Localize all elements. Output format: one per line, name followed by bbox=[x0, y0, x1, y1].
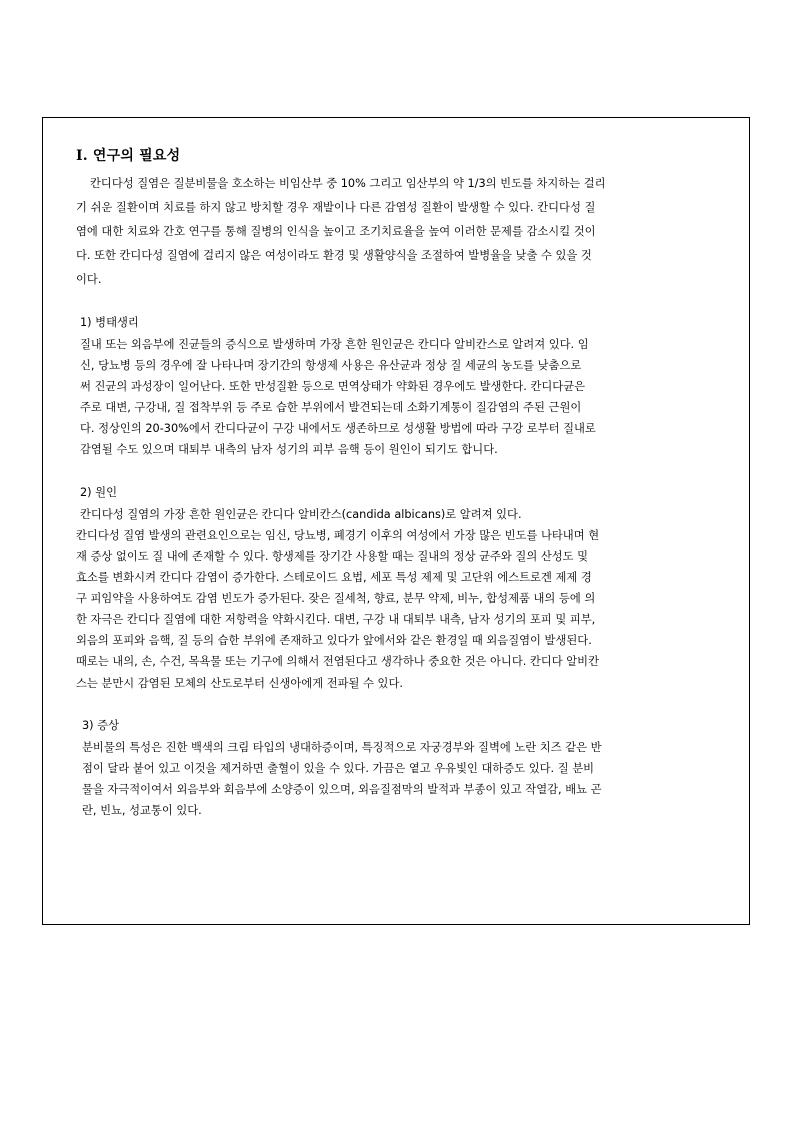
paragraph-line: 구 피임약을 사용하여도 감염 빈도가 증가된다. 잦은 질세척, 향료, 분무 약제, 비누, 합성제품 내의 등에 의 bbox=[76, 592, 596, 605]
paragraph-line: 스는 분만시 감염된 모체의 산도로부터 신생아에게 전파될 수 있다. bbox=[76, 677, 403, 690]
paragraph-line: 한 자극은 칸디다 질염에 대한 저항력을 약화시킨다. 대변, 구강 내 대퇴부 내측, 남자 성기의 포피 및 피부, bbox=[76, 613, 596, 626]
paragraph-line: 분비물의 특성은 진한 백색의 크림 타입의 냉대하증이며, 특징적으로 자궁경부와 질벽에 노란 치즈 같은 반 bbox=[82, 741, 602, 754]
paragraph-line: 감염될 수도 있으며 대퇴부 내측의 남자 성기의 피부 음핵 등이 원인이 되기도 합니다. bbox=[80, 443, 498, 456]
section-heading: I. 연구의 필요성 bbox=[76, 148, 181, 164]
subsection-title: 3) 증상 bbox=[82, 719, 120, 732]
intro-line: 염에 대한 치료와 간호 연구를 통해 질병의 인식을 높이고 조기치료율을 높여 이러한 문제를 감소시킬 것이 bbox=[76, 225, 596, 238]
subsection-title: 2) 원인 bbox=[80, 486, 118, 499]
paragraph-line: 신, 당뇨병 등의 경우에 잘 나타나며 장기간의 항생제 사용은 유산균과 정상 질 세균의 농도를 낮춤으로 bbox=[80, 359, 582, 372]
paragraph-line: 칸디다성 질염의 가장 흔한 원인균은 칸디다 알비칸스(candida albicans)로 알려져 있다. bbox=[80, 508, 522, 521]
paragraph-line: 써 진균의 과성장이 일어난다. 또한 만성질환 등으로 면역상태가 약화된 경우에도 발생한다. 칸디다균은 bbox=[80, 380, 586, 393]
subsection-title: 1) 병태생리 bbox=[80, 316, 139, 329]
paragraph-line: 주로 대변, 구강내, 질 접착부위 등 주로 습한 부위에서 발견되는데 소화기계통이 질감염의 주된 근원이 bbox=[80, 401, 582, 414]
paragraph-line: 다. 정상인의 20-30%에서 칸디다균이 구강 내에서도 생존하므로 성생활 방법에 따라 구강 로부터 질내로 bbox=[80, 422, 596, 435]
paragraph-line: 질내 또는 외음부에 진균들의 증식으로 발생하며 가장 흔한 원인균은 칸디다 알비칸스로 알려져 있다. 임 bbox=[80, 338, 589, 351]
intro-line: 칸디다성 질염은 질분비물을 호소하는 비임산부 중 10% 그리고 임산부의 약 1/3의 빈도를 차지하는 걸리 bbox=[90, 177, 606, 190]
paragraph-line: 외음의 포피와 음핵, 질 등의 습한 부위에 존재하고 있다가 앞에서와 같은 환경일 때 외음질염이 발생된다. bbox=[76, 634, 592, 647]
paragraph-line: 칸디다성 질염 발생의 관련요인으로는 임신, 당뇨병, 폐경기 이후의 여성에서 가장 많은 빈도를 나타내며 현 bbox=[76, 529, 600, 542]
paragraph-line: 점이 달라 붙어 있고 이것을 제거하면 출혈이 있을 수 있다. 가끔은 옅고 우유빛인 대하증도 있다. 질 분비 bbox=[82, 762, 595, 775]
intro-line: 이다. bbox=[76, 273, 102, 286]
paragraph-line: 때로는 내의, 손, 수건, 목욕물 또는 기구에 의해서 전염된다고 생각하나 중요한 것은 아니다. 칸디다 알비칸 bbox=[76, 655, 599, 668]
intro-line: 다. 또한 칸디다성 질염에 걸리지 않은 여성이라도 환경 및 생활양식을 조절하여 발병율을 낮출 수 있을 것 bbox=[76, 249, 592, 262]
paragraph-line: 물을 자극적이여서 외음부와 회음부에 소양증이 있으며, 외음질점막의 발적과 부종이 있고 작열감, 배뇨 곤 bbox=[82, 783, 602, 796]
paragraph-line: 효소를 변화시켜 칸디다 감염이 증가한다. 스테로이드 요법, 세포 특성 제제 및 고단위 에스트로겐 제제 경 bbox=[76, 571, 592, 584]
paragraph-line: 란, 빈뇨, 성교통이 있다. bbox=[82, 804, 202, 817]
intro-line: 기 쉬운 질환이며 치료를 하지 않고 방치할 경우 재발이나 다른 감염성 질환이 발생할 수 있다. 칸디다성 질 bbox=[76, 201, 596, 214]
paragraph-line: 재 증상 없이도 질 내에 존재할 수 있다. 항생제를 장기간 사용할 때는 질내의 정상 균주와 질의 산성도 및 bbox=[76, 550, 589, 563]
